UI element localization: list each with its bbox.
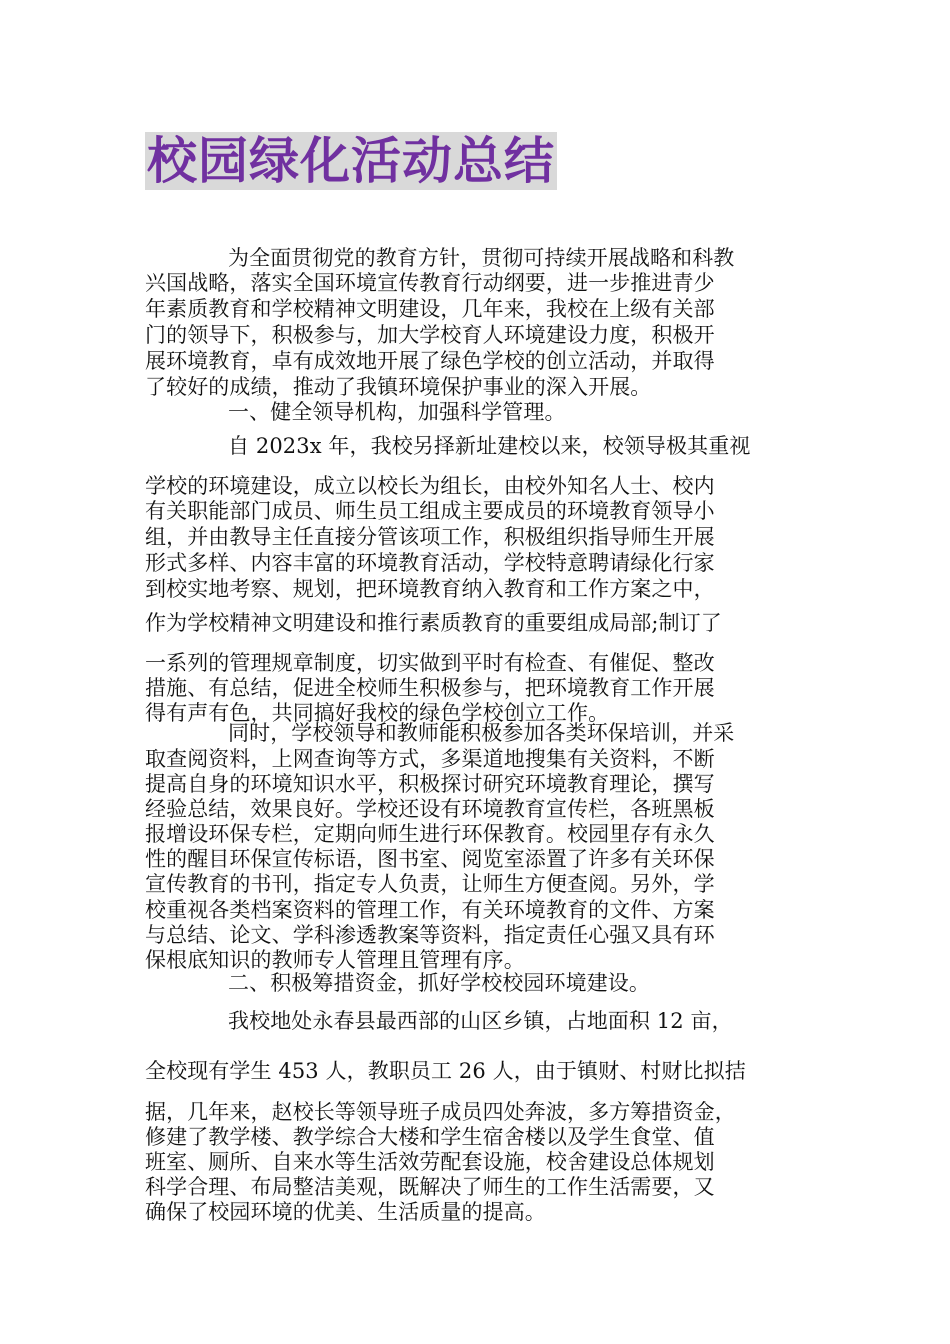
section-heading: 二、积极筹措资金，抓好学校校园环境建设。 (228, 971, 650, 995)
text-line: 组，并由教导主任直接分管该项工作，积极组织指导师生开展 (145, 525, 715, 549)
text-line: 提高自身的环境知识水平，积极探讨研究环境教育理论，撰写 (145, 772, 715, 796)
text-line: 为全面贯彻党的教育方针，贯彻可持续开展战略和科教 (228, 246, 735, 270)
text-line: 科学合理、布局整洁美观，既解决了师生的工作生活需要，又 (145, 1175, 715, 1199)
text-line: 作为学校精神文明建设和推行素质教育的重要组成局部;制订了 (145, 611, 722, 635)
text-line: 展环境教育，卓有成效地开展了绿色学校的创立活动，并取得 (145, 349, 715, 373)
text-line: 与总结、论文、学科渗透教案等资料，指定责任心强又具有环 (145, 923, 715, 947)
text-line: 了较好的成绩，推动了我镇环境保护事业的深入开展。 (145, 375, 652, 399)
text-line: 确保了校园环境的优美、生活质量的提高。 (145, 1200, 546, 1224)
text-line: 修建了教学楼、教学综合大楼和学生宿舍楼以及学生食堂、值 (145, 1125, 715, 1149)
text-line: 学校的环境建设，成立以校长为组长，由校外知名人士、校内 (145, 474, 715, 498)
text-line: 自 2023x 年，我校另择新址建校以来，校领导极其重视 (228, 434, 751, 458)
text-line: 一系列的管理规章制度，切实做到平时有检查、有催促、整改 (145, 651, 715, 675)
text-line: 取查阅资料，上网查询等方式，多渠道地搜集有关资料，不断 (145, 747, 715, 771)
text-line: 有关职能部门成员、师生员工组成主要成员的环境教育领导小 (145, 499, 715, 523)
text-line: 保根底知识的教师专人管理且管理有序。 (145, 948, 525, 972)
text-line: 年素质教育和学校精神文明建设，几年来，我校在上级有关部 (145, 297, 715, 321)
text-line: 兴国战略，落实全国环境宣传教育行动纲要，进一步推进青少 (145, 271, 715, 295)
document-title: 校园绿化活动总结 (147, 132, 555, 190)
text-line: 我校地处永春县最西部的山区乡镇，占地面积 12 亩， (228, 1009, 733, 1033)
text-line: 得有声有色，共同搞好我校的绿色学校创立工作。 (145, 701, 610, 725)
text-line: 班室、厕所、自来水等生活效劳配套设施，校舍建设总体规划 (145, 1150, 715, 1174)
text-line: 经验总结，效果良好。学校还设有环境教育宣传栏，各班黑板 (145, 797, 715, 821)
text-line: 门的领导下，积极参与，加大学校育人环境建设力度，积极开 (145, 323, 715, 347)
text-line: 全校现有学生 453 人，教职员工 26 人，由于镇财、村财比拟拮 (145, 1059, 746, 1083)
text-line: 据，几年来，赵校长等领导班子成员四处奔波，多方筹措资金， (145, 1100, 736, 1124)
text-line: 性的醒目环保宣传标语，图书室、阅览室添置了许多有关环保 (145, 847, 715, 871)
text-line: 形式多样、内容丰富的环境教育活动，学校特意聘请绿化行家 (145, 551, 715, 575)
text-line: 宣传教育的书刊，指定专人负责，让师生方便查阅。另外，学 (145, 872, 715, 896)
text-line: 报增设环保专栏，定期向师生进行环保教育。校园里存有永久 (145, 822, 715, 846)
text-line: 到校实地考察、规划，把环境教育纳入教育和工作方案之中， (145, 577, 715, 601)
text-line: 同时，学校领导和教师能积极参加各类环保培训，并采 (228, 721, 735, 745)
text-line: 校重视各类档案资料的管理工作，有关环境教育的文件、方案 (145, 898, 715, 922)
section-heading: 一、健全领导机构，加强科学管理。 (228, 400, 566, 424)
text-line: 措施、有总结，促进全校师生积极参与，把环境教育工作开展 (145, 676, 715, 700)
